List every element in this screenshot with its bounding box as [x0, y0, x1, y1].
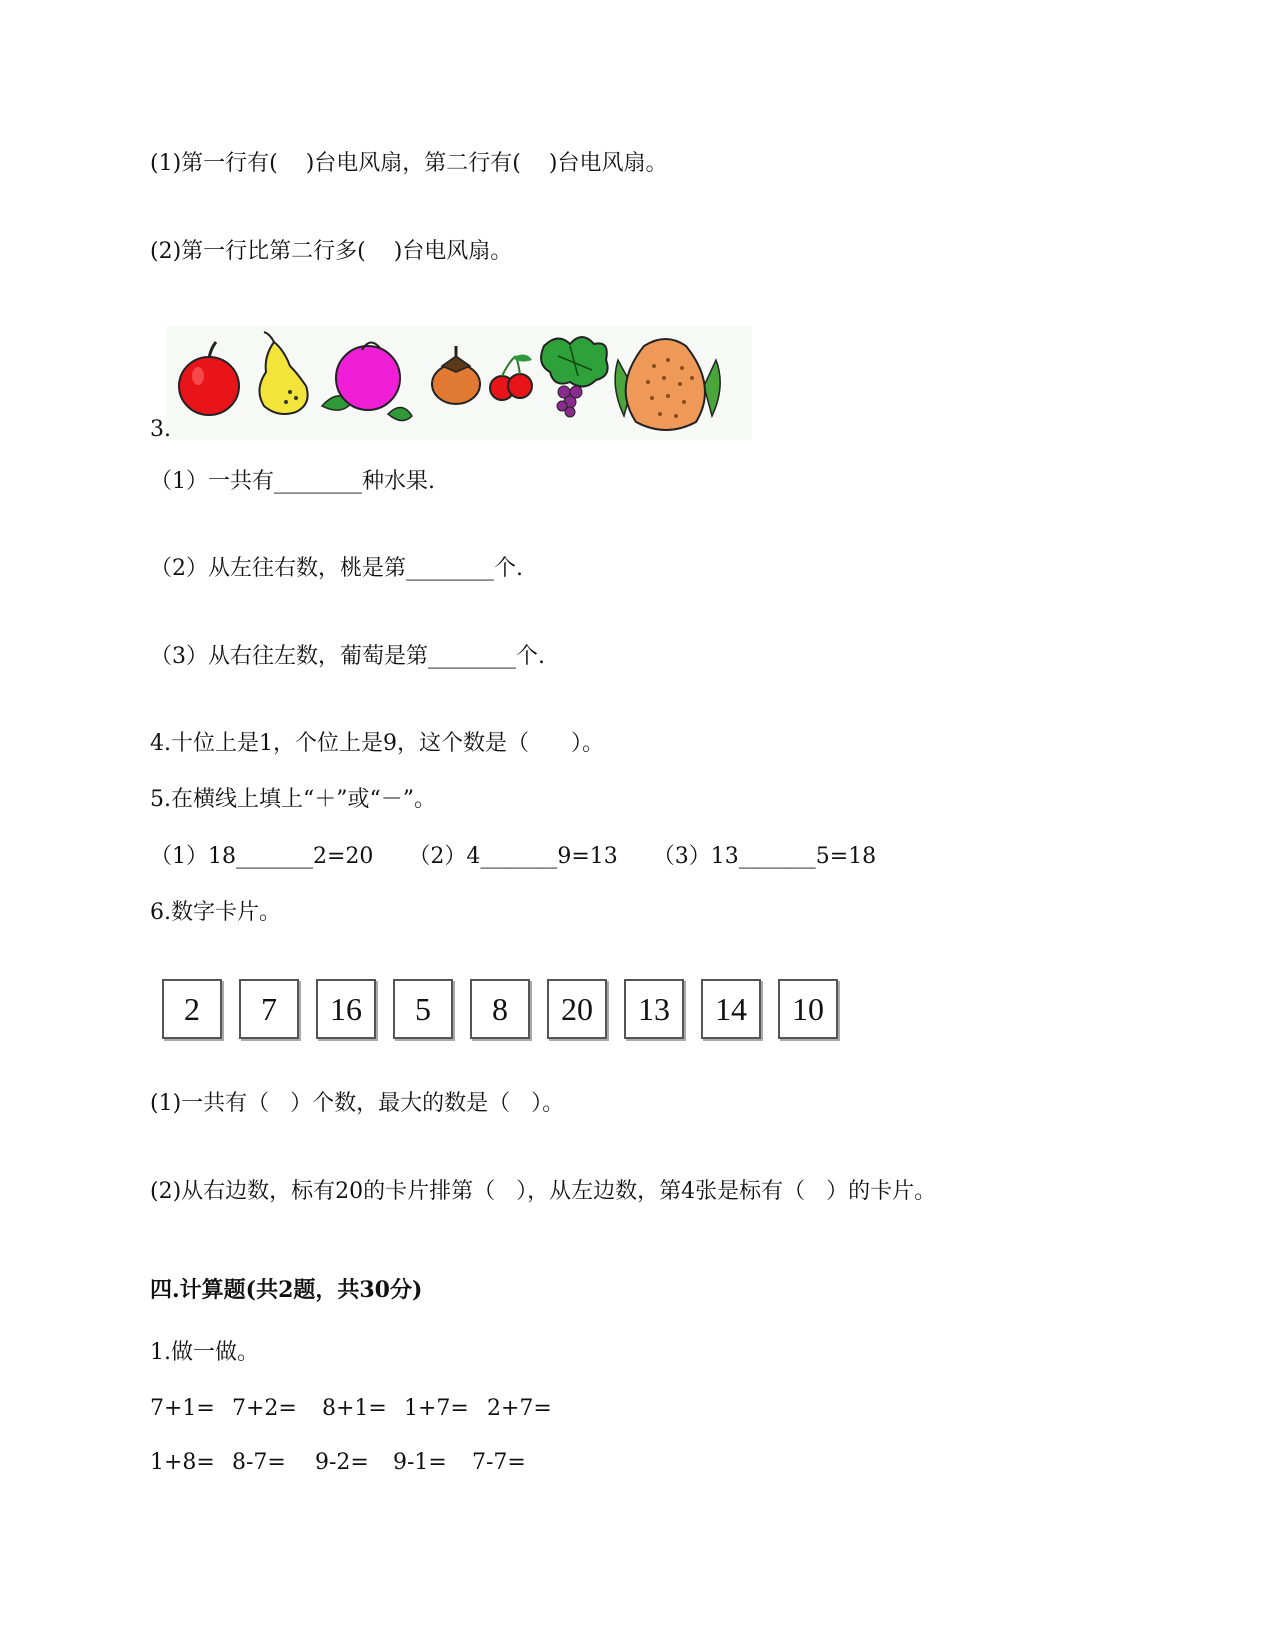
q3-sub2: （2）从左往右数，桃是第________个. — [150, 556, 523, 581]
calc-row2-item: 7-7= — [472, 1450, 526, 1475]
apple-icon — [179, 342, 239, 415]
number-card: 2 — [162, 979, 222, 1039]
q5-text: 5.在横线上填上“＋”或“－”。 — [150, 787, 436, 812]
q4-text: 4.十位上是1，个位上是9，这个数是（ ）。 — [150, 731, 604, 756]
calc-q1-text: 1.做一做。 — [150, 1340, 259, 1365]
fruit-image-strip — [166, 326, 752, 440]
q2-line1: (1)第一行有( )台电风扇，第二行有( )台电风扇。 — [150, 151, 668, 176]
q6-sub1: (1)一共有（ ）个数，最大的数是（ ）。 — [150, 1091, 565, 1116]
number-card: 16 — [316, 979, 376, 1039]
calc-row2-item: 9-1= — [393, 1450, 447, 1475]
grape-icon — [541, 337, 608, 417]
calc-row1-item: 1+7= — [404, 1396, 469, 1421]
calc-row1-item: 2+7= — [487, 1396, 552, 1421]
calc-row2-item: 9-2= — [315, 1450, 369, 1475]
calc-row1-item: 7+1= — [150, 1396, 215, 1421]
calc-row1-item: 7+2= — [232, 1396, 297, 1421]
q6-text: 6.数字卡片。 — [150, 900, 281, 925]
q2-line2: (2)第一行比第二行多( )台电风扇。 — [150, 239, 513, 264]
q3-number: 3. — [150, 417, 171, 442]
calc-row1-item: 8+1= — [322, 1396, 387, 1421]
calc-row2-item: 1+8= — [150, 1450, 215, 1475]
cherry-icon — [490, 354, 532, 400]
q3-sub1: （1）一共有________种水果. — [150, 469, 435, 494]
number-card: 7 — [239, 979, 299, 1039]
q3-sub3: （3）从右往左数，葡萄是第________个. — [150, 644, 545, 669]
peach-icon — [322, 342, 412, 420]
q6-sub2: (2)从右边数，标有20的卡片排第（ ），从左边数，第4张是标有（ ）的卡片。 — [150, 1179, 937, 1204]
section-heading: 四.计算题(共2题，共30分) — [150, 1277, 423, 1303]
persimmon-icon — [432, 346, 480, 404]
number-cards — [162, 979, 862, 1043]
pineapple-icon — [615, 339, 720, 430]
pear-icon — [259, 332, 307, 414]
number-card: 8 — [470, 979, 530, 1039]
q5-items: （1）18_______2=20 （2）4_______9=13 （3）13_______5=18 — [150, 844, 877, 869]
number-card: 10 — [778, 979, 838, 1039]
calc-row2-item: 8-7= — [232, 1450, 286, 1475]
number-card: 13 — [624, 979, 684, 1039]
number-card: 20 — [547, 979, 607, 1039]
number-card: 5 — [393, 979, 453, 1039]
number-card: 14 — [701, 979, 761, 1039]
